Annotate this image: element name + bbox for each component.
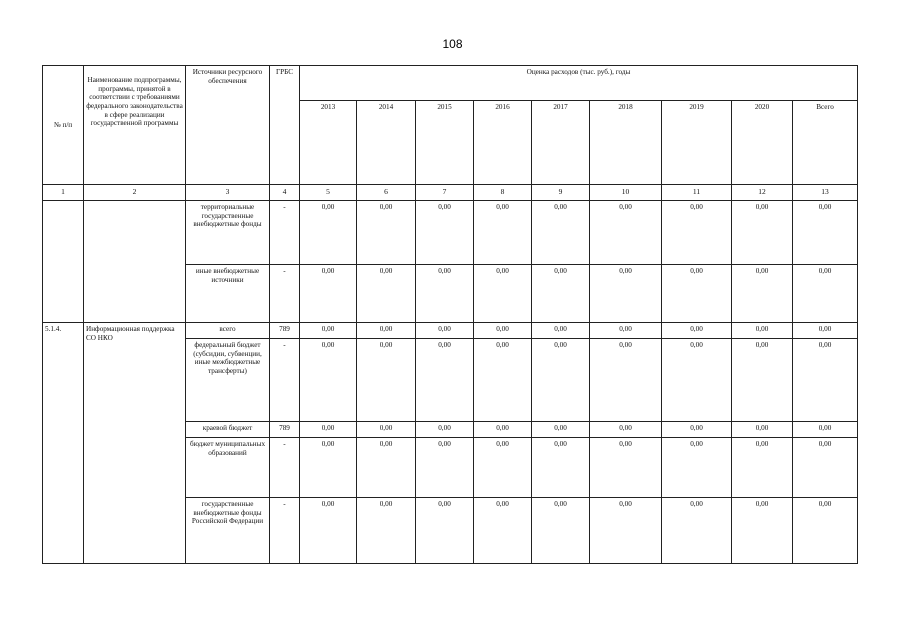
row-source: бюджет муниципальных образований [186,438,270,498]
value-cell: 0,00 [474,265,532,323]
row-grbs: - [270,339,300,422]
table-row [43,323,858,339]
value-cell: 0,00 [662,498,732,564]
value-cell: 0,00 [300,438,357,498]
row-name [84,201,186,323]
header-grbs: ГРБС [270,66,300,185]
value-cell: 0,00 [300,498,357,564]
value-cell: 0,00 [793,323,858,339]
value-cell: 0,00 [590,498,662,564]
row-grbs: 789 [270,422,300,438]
value-cell: 0,00 [532,339,590,422]
value-cell: 0,00 [590,339,662,422]
year-cell: 2015 [416,101,474,185]
header-name: Наименование подпрограммы, программы, принятой в соответствии с требованиями федерального законодательства в сфере реализации государственной программы [84,66,186,185]
header-source: Источники ресурсного обеспечения [186,66,270,185]
value-cell: 0,00 [357,201,416,265]
value-cell: 0,00 [300,265,357,323]
value-cell: 0,00 [416,201,474,265]
row-grbs: - [270,498,300,564]
value-cell: 0,00 [590,265,662,323]
header-estimate: Оценка расходов (тыс. руб.), годы [300,66,858,101]
column-number: 6 [357,185,416,201]
value-cell: 0,00 [590,323,662,339]
value-cell: 0,00 [793,339,858,422]
value-cell: 0,00 [662,323,732,339]
year-cell: Всего [793,101,858,185]
column-number: 9 [532,185,590,201]
row-source: краевой бюджет [186,422,270,438]
page-number: 108 [442,37,463,51]
year-cell: 2014 [357,101,416,185]
value-cell: 0,00 [532,498,590,564]
value-cell: 0,00 [474,339,532,422]
value-cell: 0,00 [416,339,474,422]
value-cell: 0,00 [793,201,858,265]
row-source: иные внебюджетные источники [186,265,270,323]
value-cell: 0,00 [732,201,793,265]
value-cell: 0,00 [662,438,732,498]
value-cell: 0,00 [793,422,858,438]
value-cell: 0,00 [416,422,474,438]
value-cell: 0,00 [300,201,357,265]
row-grbs: - [270,201,300,265]
value-cell: 0,00 [416,438,474,498]
table-row [43,201,858,265]
value-cell: 0,00 [793,498,858,564]
row-number: 5.1.4. [43,323,84,564]
row-grbs: 789 [270,323,300,339]
year-cell: 2013 [300,101,357,185]
value-cell: 0,00 [300,339,357,422]
value-cell: 0,00 [300,422,357,438]
value-cell: 0,00 [357,498,416,564]
value-cell: 0,00 [662,265,732,323]
value-cell: 0,00 [474,201,532,265]
column-number: 5 [300,185,357,201]
value-cell: 0,00 [732,438,793,498]
year-cell: 2018 [590,101,662,185]
value-cell: 0,00 [662,201,732,265]
row-source: государственные внебюджетные фонды Российской Федерации [186,498,270,564]
column-number: 12 [732,185,793,201]
value-cell: 0,00 [474,323,532,339]
column-number: 3 [186,185,270,201]
column-number: 4 [270,185,300,201]
column-number: 1 [43,185,84,201]
value-cell: 0,00 [532,201,590,265]
column-number: 10 [590,185,662,201]
value-cell: 0,00 [590,422,662,438]
value-cell: 0,00 [793,438,858,498]
value-cell: 0,00 [300,323,357,339]
table-body [43,201,858,564]
value-cell: 0,00 [474,498,532,564]
value-cell: 0,00 [532,323,590,339]
year-cell: 2019 [662,101,732,185]
value-cell: 0,00 [662,422,732,438]
value-cell: 0,00 [590,438,662,498]
value-cell: 0,00 [474,438,532,498]
value-cell: 0,00 [357,265,416,323]
row-name: Информационная поддержка СО НКО [84,323,186,564]
column-number: 8 [474,185,532,201]
value-cell: 0,00 [357,438,416,498]
column-number: 7 [416,185,474,201]
year-cell: 2017 [532,101,590,185]
value-cell: 0,00 [474,422,532,438]
column-number: 13 [793,185,858,201]
value-cell: 0,00 [793,265,858,323]
column-number: 11 [662,185,732,201]
year-cell: 2016 [474,101,532,185]
value-cell: 0,00 [732,265,793,323]
row-source: территориальные государственные внебюджетные фонды [186,201,270,265]
value-cell: 0,00 [732,339,793,422]
value-cell: 0,00 [532,438,590,498]
value-cell: 0,00 [590,201,662,265]
row-source: всего [186,323,270,339]
column-number-row [43,185,858,201]
value-cell: 0,00 [532,265,590,323]
row-grbs: - [270,265,300,323]
value-cell: 0,00 [416,265,474,323]
value-cell: 0,00 [732,323,793,339]
column-number: 2 [84,185,186,201]
value-cell: 0,00 [357,422,416,438]
value-cell: 0,00 [662,339,732,422]
value-cell: 0,00 [532,422,590,438]
value-cell: 0,00 [416,498,474,564]
header-no: № п/п [43,66,84,185]
expense-table [42,65,858,564]
value-cell: 0,00 [357,323,416,339]
value-cell: 0,00 [416,323,474,339]
value-cell: 0,00 [732,422,793,438]
row-grbs: - [270,438,300,498]
year-cell: 2020 [732,101,793,185]
value-cell: 0,00 [357,339,416,422]
value-cell: 0,00 [732,498,793,564]
row-number [43,201,84,323]
row-source: федеральный бюджет (субсидии, субвенции, иные межбюджетные трансферты) [186,339,270,422]
